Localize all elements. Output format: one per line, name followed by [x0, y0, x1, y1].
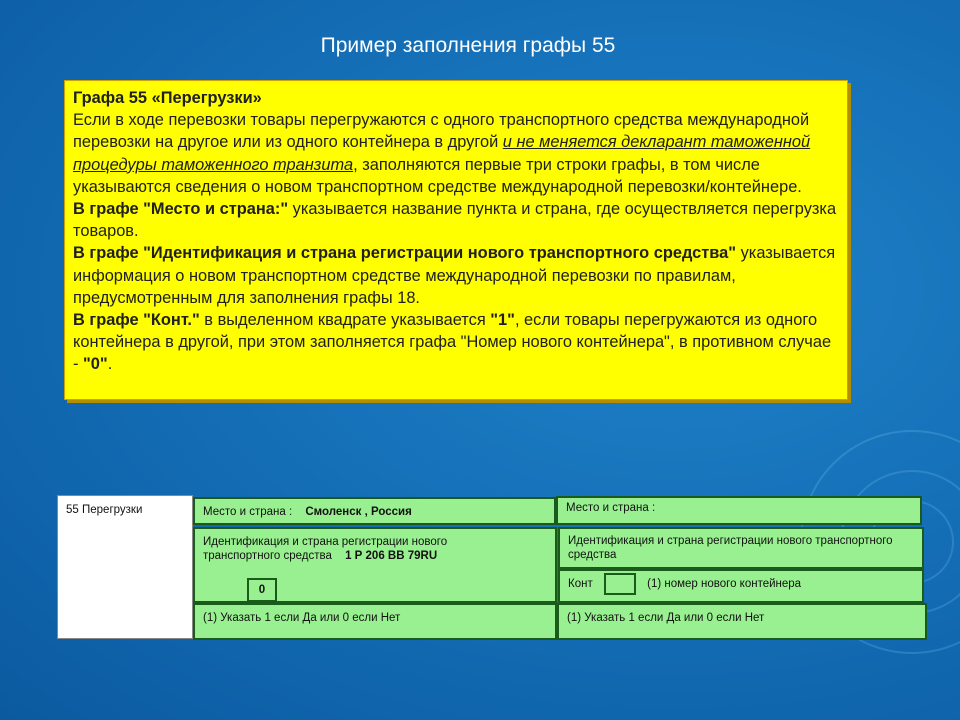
right-place-cell[interactable] — [556, 496, 922, 525]
right-cont-label: Конт — [568, 578, 593, 591]
left-ident-label: Идентификация и страна регистрации нового транспортного средства — [203, 536, 448, 562]
slide-title: Пример заполнения графы 55 — [320, 34, 616, 57]
left-instruction: (1) Указать 1 если Да или 0 если Нет — [203, 612, 401, 624]
right-instruction: (1) Указать 1 если Да или 0 если Нет — [567, 612, 765, 624]
left-place-label: Место и страна : — [203, 506, 293, 518]
note-p1-text-end: , заполняются первые три строки графы, в том числе указываются сведения о новом транспортном средстве международной перевозки/контейнере. — [73, 155, 802, 196]
note-p1-text: Если в ходе перевозки товары перегружаются с одного транспортного средства международной перевозки на другое или из одного контейнера в другой — [73, 111, 810, 152]
right-cont-cell[interactable] — [558, 569, 924, 603]
note-p4-value-0: "0" — [83, 355, 108, 374]
note-p1-underlined: и не меняется декларант таможенной процедуры таможенного транзита — [73, 133, 811, 174]
left-instruction-cell — [193, 603, 557, 640]
left-ident-cell[interactable] — [193, 527, 557, 603]
note-paragraph-1 — [73, 109, 839, 198]
note-p4-bold: В графе "Конт." — [73, 311, 200, 330]
note-p4-text-2: , если товары перегружаются из одного контейнера в другой, при этом заполняется графа "Номер нового контейнера", в противном случае - — [73, 311, 832, 374]
note-p2-text: указывается название пункта и страна, где осуществляется перегрузка товаров. — [73, 200, 837, 241]
note-p3-bold: В графе "Идентификация и страна регистрации нового транспортного средства" — [73, 244, 737, 263]
note-p2-bold: В графе "Место и страна:" — [73, 200, 289, 219]
form-section-label: 55 Перегрузки — [66, 504, 143, 516]
right-instruction-cell — [557, 603, 927, 640]
right-ident-cell[interactable] — [558, 527, 924, 569]
left-ident-value: 1 Р 206 ВВ 79RU — [345, 550, 438, 562]
note-p4-value-1: "1" — [490, 311, 515, 330]
left-place-value: Смоленск , Россия — [305, 506, 412, 518]
right-cont-box[interactable] — [604, 573, 636, 595]
note-p3-text: указывается информация о новом транспортном средстве международной перевозки по правилам, предусмотренным для заполнения графы 18. — [73, 244, 836, 307]
right-cont-number-label: (1) номер нового контейнера — [647, 578, 802, 591]
left-place-cell[interactable] — [193, 497, 556, 525]
note-p4-end: . — [107, 355, 113, 374]
note-paragraph-2 — [73, 198, 839, 242]
note-p4-text: в выделенном квадрате указывается — [199, 311, 491, 330]
right-ident-label: Идентификация и страна регистрации нового транспортного средства — [568, 535, 893, 561]
note-box — [64, 80, 848, 400]
left-cont-value-box[interactable]: 0 — [247, 578, 277, 602]
right-place-label: Место и страна : — [566, 502, 656, 514]
note-paragraph-3 — [73, 242, 839, 309]
note-paragraph-4 — [73, 309, 839, 376]
form-section-label-cell — [57, 495, 193, 639]
left-ident-label-line — [203, 535, 463, 563]
note-heading: Графа 55 «Перегрузки» — [73, 89, 262, 107]
